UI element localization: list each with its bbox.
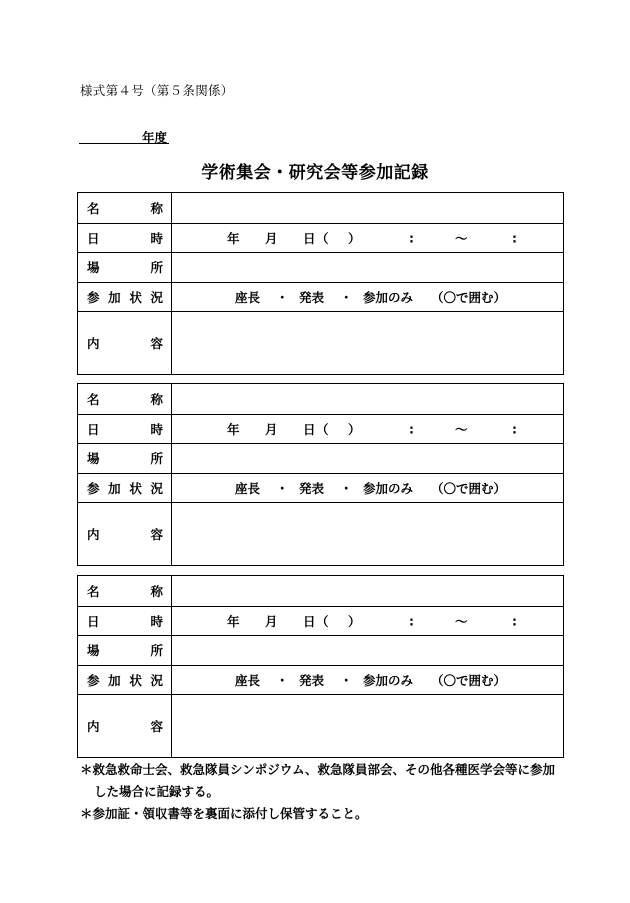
participation-options: 座長 ・ 発表 ・ 参加のみ （〇で囲む） (235, 673, 507, 689)
record-block-2 (77, 383, 564, 566)
date-row (78, 223, 563, 253)
date-label: 日 時 (78, 607, 172, 636)
name-label: 名 称 (78, 384, 172, 414)
date-row (78, 414, 563, 444)
year-field[interactable] (79, 128, 169, 144)
name-row (78, 384, 563, 414)
participation-row (78, 665, 563, 695)
participation-options: 座長 ・ 発表 ・ 参加のみ （〇で囲む） (235, 290, 507, 306)
note-2: ＊参加証・領収書等を裏面に添付し保管すること。 (80, 806, 368, 821)
name-field[interactable] (172, 576, 563, 606)
place-field[interactable] (172, 253, 563, 282)
year-label: 年度 (141, 130, 167, 145)
option-attend-only[interactable]: 参加のみ (363, 290, 414, 306)
page-title: 学術集会・研究会等参加記録 (201, 163, 429, 183)
option-presentation[interactable]: 発表 (299, 673, 325, 689)
participation-row (78, 282, 563, 312)
option-chair[interactable]: 座長 (235, 481, 261, 497)
place-row (78, 635, 563, 665)
participation-options: 座長 ・ 発表 ・ 参加のみ （〇で囲む） (235, 481, 507, 497)
content-label: 内 容 (78, 503, 172, 565)
content-field[interactable] (172, 503, 563, 565)
place-row (78, 252, 563, 282)
place-field[interactable] (172, 444, 563, 473)
date-field[interactable]: 年 月 日 （ ） : ～ : (227, 613, 517, 629)
content-field[interactable] (172, 695, 563, 757)
participation-label: 参 加 状 況 (78, 474, 172, 503)
date-label: 日 時 (78, 224, 172, 253)
place-label: 場 所 (78, 253, 172, 282)
participation-label: 参 加 状 況 (78, 666, 172, 695)
place-label: 場 所 (78, 636, 172, 665)
content-label: 内 容 (78, 312, 172, 374)
content-field[interactable] (172, 312, 563, 374)
form-number: 様式第４号（第５条関係） (80, 83, 234, 98)
option-presentation[interactable]: 発表 (299, 481, 325, 497)
date-label: 日 時 (78, 415, 172, 444)
content-label: 内 容 (78, 695, 172, 757)
note-1: ＊救急救命士会、救急隊員シンポジウム、救急隊員部会、その他各種医学会等に参加 (80, 762, 555, 777)
name-row (78, 193, 563, 223)
option-chair[interactable]: 座長 (235, 673, 261, 689)
record-block-1 (77, 192, 564, 375)
option-chair[interactable]: 座長 (235, 290, 261, 306)
participation-row (78, 473, 563, 503)
content-row (78, 694, 563, 757)
place-field[interactable] (172, 636, 563, 665)
content-row (78, 311, 563, 374)
name-label: 名 称 (78, 576, 172, 606)
note-1-continued: した場合に記録する。 (94, 784, 220, 799)
option-presentation[interactable]: 発表 (299, 290, 325, 306)
notes (80, 759, 580, 825)
date-field[interactable]: 年 月 日 （ ） : ～ : (227, 421, 517, 437)
participation-label: 参 加 状 況 (78, 283, 172, 312)
record-block-3 (77, 575, 564, 758)
name-field[interactable] (172, 384, 563, 414)
date-row (78, 606, 563, 636)
option-attend-only[interactable]: 参加のみ (363, 673, 414, 689)
name-row (78, 576, 563, 606)
option-attend-only[interactable]: 参加のみ (363, 481, 414, 497)
name-field[interactable] (172, 193, 563, 223)
content-row (78, 502, 563, 565)
name-label: 名 称 (78, 193, 172, 223)
place-row (78, 443, 563, 473)
place-label: 場 所 (78, 444, 172, 473)
date-field[interactable]: 年 月 日 （ ） : ～ : (227, 230, 517, 246)
